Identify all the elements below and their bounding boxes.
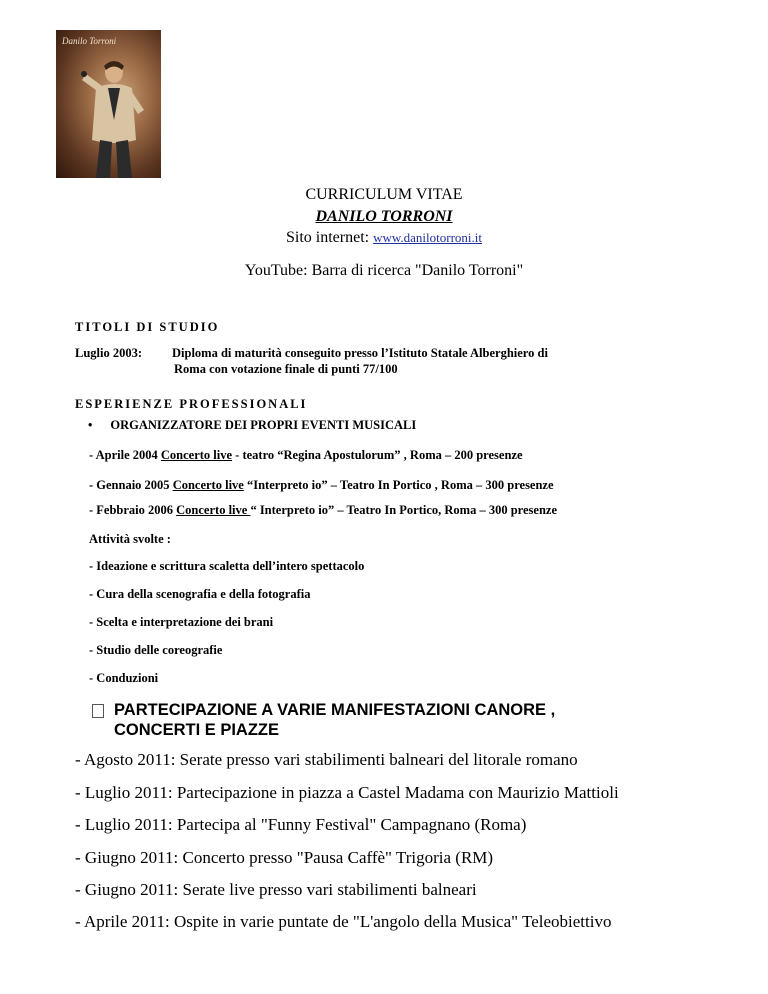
attivita-item: - Conduzioni — [89, 671, 159, 685]
event-concerto: Concerto live — [160, 448, 233, 462]
youtube-line: YouTube: Barra di ricerca "Danilo Torroni" — [244, 262, 524, 279]
partecipazione-item: - Agosto 2011: Serate presso vari stabilimenti balneari del litorale romano — [75, 750, 578, 769]
partecipazione-title-line-1: PARTECIPAZIONE A VARIE MANIFESTAZIONI CANORE , — [114, 701, 556, 719]
event-line — [89, 503, 557, 518]
partecipazione-item: - Giugno 2011: Concerto presso "Pausa Caffè" Trigoria (RM) — [75, 848, 494, 867]
bullet-organizzatore — [88, 418, 416, 433]
event-date: - Febbraio 2006 — [89, 503, 177, 517]
partecipazione-item: - Giugno 2011: Serate live presso vari stabilimenti balneari — [75, 880, 477, 899]
singer-silhouette — [56, 30, 161, 178]
attivita-label: Attività svolte : — [89, 532, 171, 546]
titoli-line-1: Diploma di maturità conseguito presso l’Istituto Statale Alberghiero di — [172, 346, 548, 360]
event-line — [89, 478, 554, 493]
partecipazione-title-line-2: CONCERTI E PIAZZE — [114, 721, 280, 739]
attivita-item: - Studio delle coreografie — [89, 643, 223, 657]
partecipazione-item: - Luglio 2011: Partecipa al "Funny Festival" Campagnano (Roma) — [75, 815, 527, 834]
bullet-text: ORGANIZZATORE DEI PROPRI EVENTI MUSICALI — [110, 418, 417, 432]
person-name: DANILO TORRONI — [315, 208, 453, 225]
event-details: “Interpreto io” – Teatro In Portico , Roma – 300 presenze — [243, 478, 554, 492]
event-concerto: Concerto live — [172, 478, 244, 492]
website-label: Sito internet: — [285, 229, 374, 246]
attivita-item: - Cura della scenografia e della fotografia — [89, 587, 311, 601]
section-heading-titoli: TITOLI DI STUDIO — [75, 320, 220, 334]
attivita-item: - Scelta e interpretazione dei brani — [89, 615, 274, 629]
website-link[interactable]: www.danilotorroni.it — [373, 230, 483, 245]
checkbox-icon — [92, 704, 104, 718]
partecipazione-title — [114, 700, 555, 740]
event-date: - Gennaio 2005 — [89, 478, 173, 492]
event-date: - Aprile 2004 — [89, 448, 161, 462]
attivita-item: - Ideazione e scrittura scaletta dell’intero spettacolo — [89, 559, 365, 573]
document-title: CURRICULUM VITAE — [305, 186, 463, 203]
event-details: “ Interpreto io” – Teatro In Portico, Roma – 300 presenze — [250, 503, 557, 517]
titoli-line-2: Roma con votazione finale di punti 77/100 — [174, 362, 398, 376]
event-details: - teatro “Regina Apostulorum” , Roma – 200 presenze — [232, 448, 523, 462]
event-line — [89, 448, 523, 463]
bullet-icon: • — [88, 418, 93, 432]
event-concerto: Concerto live — [176, 503, 251, 517]
website-line — [0, 229, 768, 247]
profile-photo — [56, 30, 161, 178]
titoli-date: Luglio 2003: — [75, 346, 143, 360]
photo-signature: Danilo Torroni — [62, 36, 117, 46]
partecipazione-item: - Aprile 2011: Ospite in varie puntate de "L'angolo della Musica" Teleobiettivo — [75, 912, 612, 931]
partecipazione-item: - Luglio 2011: Partecipazione in piazza a Castel Madama con Maurizio Mattioli — [75, 783, 619, 802]
section-heading-esperienze: ESPERIENZE PROFESSIONALI — [75, 397, 308, 411]
